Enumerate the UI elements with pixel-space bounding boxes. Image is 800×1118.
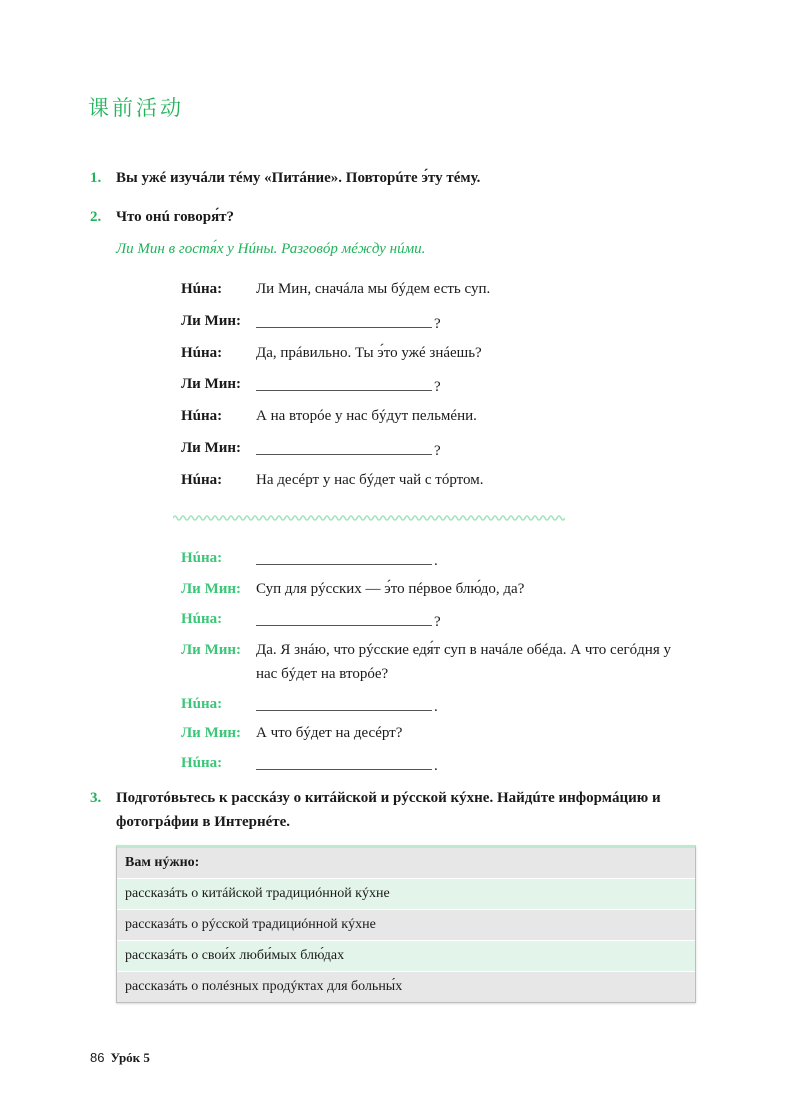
d1-speaker-4: Ли Мин:	[181, 376, 242, 392]
table-row: рассказáть о свои́х люби́мых блю́дах	[117, 940, 695, 971]
d2-speaker-5: Нúна:	[181, 696, 223, 712]
d1-speaker-5: Нúна:	[181, 408, 223, 424]
d2-speaker-7: Нúна:	[181, 755, 223, 771]
d1-line-3: Да, прáвильно. Ты э́то ужé знáешь?	[256, 345, 482, 361]
d2-speaker-2: Ли Мин:	[181, 581, 242, 597]
d1-speaker-6: Ли Мин:	[181, 440, 242, 456]
d2-line-2: Суп для рýсских — э́то пéрвое блю́до, да?	[256, 581, 525, 597]
table-header: Вам нýжно:	[117, 848, 695, 878]
answer-blank[interactable]	[256, 376, 432, 391]
wavy-divider	[173, 514, 565, 522]
task-3-number: 3.	[90, 790, 102, 806]
answer-blank[interactable]	[256, 440, 432, 455]
d1-answer-6[interactable]: ?	[256, 440, 441, 460]
table-row: рассказáть о китáйской традициóнной кýхне	[117, 878, 695, 909]
task-2-text: Что онú говоря́т?	[116, 209, 235, 225]
d1-line-7: На десéрт у нас бýдет чай с тóртом.	[256, 472, 484, 488]
task-2-subtitle: Ли Мин в гостя́х у Нúны. Разговóр мéжду нúми.	[116, 241, 426, 257]
answer-blank[interactable]	[256, 755, 432, 770]
d2-speaker-4: Ли Мин:	[181, 642, 242, 658]
page-number: 86	[90, 1050, 105, 1065]
d2-answer-3[interactable]: ?	[256, 611, 441, 631]
d1-line-5: А на вторóе у нас бýдут пельмéни.	[256, 408, 477, 424]
d1-line-1: Ли Мин, сначáла мы бýдем есть суп.	[256, 281, 491, 297]
task-3-line-2: фотогрáфии в Интернéте.	[116, 814, 291, 830]
d1-speaker-1: Нúна:	[181, 281, 223, 297]
d1-speaker-3: Нúна:	[181, 345, 223, 361]
d2-line-4b: нас бýдет на вторóе?	[256, 666, 389, 682]
d2-answer-1[interactable]: .	[256, 550, 438, 570]
d2-answer-5[interactable]: .	[256, 696, 438, 716]
task-1-text: Вы ужé изучáли тéму «Питáние». Повторúте э́ту тéму.	[116, 170, 481, 186]
d1-answer-2[interactable]: ?	[256, 313, 441, 333]
task-1-number: 1.	[90, 170, 102, 186]
d2-line-6: А что бýдет на десéрт?	[256, 725, 403, 741]
task-2-number: 2.	[90, 209, 102, 225]
section-title: 课前活动	[88, 96, 184, 120]
answer-blank[interactable]	[256, 550, 432, 565]
lesson-label: Урóк 5	[110, 1050, 150, 1065]
answer-blank[interactable]	[256, 696, 432, 711]
d1-answer-4[interactable]: ?	[256, 376, 441, 396]
d2-speaker-1: Нúна:	[181, 550, 223, 566]
task-table	[116, 845, 696, 1003]
d2-answer-7[interactable]: .	[256, 755, 438, 775]
task-3-line-1: Подготóвьтесь к расскáзу о китáйской и рýсской кýхне. Найдúте информáцию и	[116, 790, 661, 806]
page-footer	[90, 1050, 150, 1066]
answer-blank[interactable]	[256, 313, 432, 328]
d1-speaker-7: Нúна:	[181, 472, 223, 488]
table-row: рассказáть о рýсской традициóнной кýхне	[117, 909, 695, 940]
answer-blank[interactable]	[256, 611, 432, 626]
d2-speaker-6: Ли Мин:	[181, 725, 242, 741]
d2-line-4a: Да. Я знáю, что рýсские едя́т суп в начáле обéда. А что сегóдня у	[256, 642, 671, 658]
d1-speaker-2: Ли Мин:	[181, 313, 242, 329]
table-row: рассказáть о полéзных продýктах для больны́х	[117, 971, 695, 1002]
d2-speaker-3: Нúна:	[181, 611, 223, 627]
